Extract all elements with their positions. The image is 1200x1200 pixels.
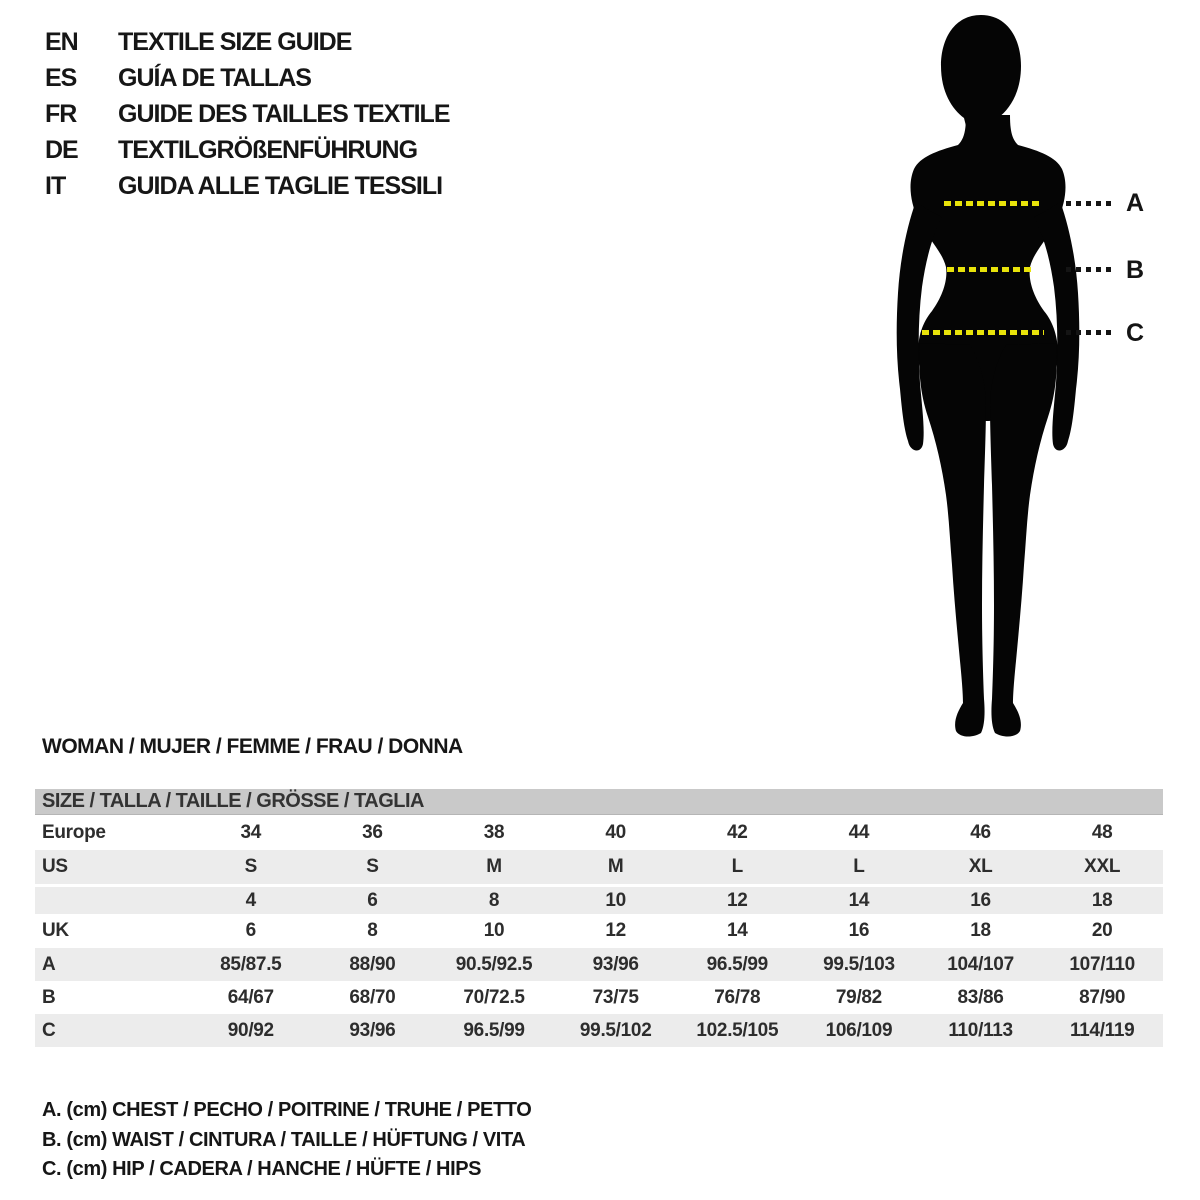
marker-label-b: B	[1126, 256, 1145, 284]
row-label: A	[42, 953, 56, 975]
hip-measure-line	[922, 330, 1044, 335]
language-code: ES	[45, 63, 77, 92]
table-row-hip-c	[35, 1014, 1163, 1047]
table-cell: 87/90	[1079, 986, 1126, 1008]
row-label: Europe	[42, 821, 106, 843]
table-cell: 44	[848, 821, 870, 843]
language-code: EN	[45, 27, 78, 56]
table-cell: M	[486, 856, 502, 877]
table-cell: 46	[970, 821, 991, 843]
table-cell: 102.5/105	[696, 1019, 779, 1041]
silhouette-shape	[897, 15, 1080, 737]
section-title-woman: WOMAN / MUJER / FEMME / FRAU / DONNA	[42, 735, 463, 758]
table-cell: 6	[245, 920, 256, 941]
table-cell: 12	[605, 920, 626, 941]
table-cell: 88/90	[349, 953, 396, 975]
table-cell: 16	[848, 920, 870, 941]
marker-label-c: C	[1126, 319, 1145, 347]
table-cell: 70/72.5	[463, 986, 525, 1008]
language-row-it	[45, 168, 450, 204]
table-cell: 110/113	[948, 1019, 1013, 1041]
language-code: DE	[45, 135, 78, 164]
table-cell: 4	[245, 889, 256, 911]
table-cell: 16	[970, 889, 991, 911]
table-cell: 99.5/103	[823, 953, 895, 975]
legend-chest: A. (cm) CHEST / PECHO / POITRINE / TRUHE / PETTO	[42, 1099, 532, 1121]
row-label: US	[42, 856, 68, 877]
table-cell: 90.5/92.5	[455, 953, 533, 975]
table-cell: 8	[367, 920, 378, 941]
guide-title-fr: GUIDE DES TAILLES TEXTILE	[118, 99, 450, 128]
table-row-chest-a	[35, 948, 1163, 981]
table-cell: 107/110	[1069, 953, 1135, 975]
waist-callout-dots	[1066, 267, 1114, 272]
table-row-waist-b	[35, 981, 1163, 1014]
legend-waist: B. (cm) WAIST / CINTURA / TAILLE / HÜFTUNG / VITA	[42, 1128, 526, 1151]
size-table	[35, 789, 1163, 1047]
language-row-de	[45, 132, 450, 168]
hip-callout-dots	[1066, 330, 1114, 335]
table-cell: 42	[727, 821, 748, 843]
table-cell: 38	[483, 821, 505, 843]
table-cell: 14	[848, 889, 870, 911]
language-row-fr	[45, 96, 450, 132]
guide-title-es: GUÍA DE TALLAS	[118, 63, 311, 92]
table-cell: 48	[1091, 821, 1113, 843]
legend-hip: C. (cm) HIP / CADERA / HANCHE / HÜFTE / HIPS	[42, 1158, 482, 1180]
language-list	[45, 24, 450, 204]
table-row-us	[35, 850, 1163, 884]
table-cell: 93/96	[349, 1019, 396, 1041]
language-row-en	[45, 24, 450, 60]
table-cell: 40	[605, 821, 626, 843]
language-code: FR	[45, 99, 77, 128]
woman-silhouette-figure	[860, 5, 1180, 740]
row-label: C	[42, 1019, 56, 1041]
table-cell: 12	[727, 889, 748, 911]
table-cell: 6	[367, 889, 378, 911]
table-cell: 18	[1091, 889, 1113, 911]
table-cell: 79/82	[835, 986, 882, 1008]
chest-measure-line	[944, 201, 1041, 206]
language-row-es	[45, 60, 450, 96]
table-cell: 106/109	[825, 1019, 893, 1041]
chest-callout-dots	[1066, 201, 1114, 206]
table-cell: 64/67	[227, 986, 274, 1008]
table-cell: 73/75	[592, 986, 639, 1008]
guide-title-de: TEXTILGRÖßENFÜHRUNG	[118, 135, 418, 164]
table-cell: 104/107	[947, 953, 1014, 975]
table-cell: 90/92	[227, 1019, 274, 1041]
table-cell: L	[853, 856, 865, 877]
table-cell: S	[244, 856, 257, 877]
table-cell: 114/119	[1069, 1019, 1135, 1041]
table-cell: 76/78	[714, 986, 761, 1008]
language-code: IT	[45, 171, 66, 200]
table-cell: XL	[968, 856, 993, 877]
table-row-us-numeric	[35, 884, 1163, 914]
table-cell: XXL	[1084, 856, 1121, 877]
table-cell: 20	[1091, 920, 1113, 941]
table-cell: 96.5/99	[463, 1019, 525, 1041]
table-cell: 34	[240, 821, 262, 843]
marker-label-a: A	[1126, 189, 1145, 217]
guide-title-it: GUIDA ALLE TAGLIE TESSILI	[118, 171, 443, 200]
table-cell: 10	[605, 889, 626, 911]
table-cell: 8	[488, 889, 500, 911]
table-cell: 99.5/102	[579, 1019, 652, 1041]
table-cell: 18	[970, 920, 991, 941]
size-table-header: SIZE / TALLA / TAILLE / GRÖSSE / TAGLIA	[35, 789, 1163, 815]
table-cell: 10	[483, 920, 505, 941]
table-cell: 93/96	[592, 953, 639, 975]
table-cell: 36	[362, 821, 383, 843]
table-cell: 68/70	[349, 986, 396, 1008]
table-row-uk	[35, 914, 1163, 948]
table-row-europe	[35, 815, 1163, 850]
guide-title-en: TEXTILE SIZE GUIDE	[118, 27, 352, 56]
table-cell: M	[607, 856, 624, 877]
table-cell: 96.5/99	[706, 953, 768, 975]
table-cell: 85/87.5	[220, 953, 282, 975]
measurement-legend	[42, 1096, 531, 1185]
row-label: B	[42, 986, 56, 1008]
waist-measure-line	[947, 267, 1031, 272]
table-cell: S	[366, 856, 379, 877]
table-cell: 83/86	[957, 986, 1004, 1008]
row-label: UK	[42, 920, 69, 941]
table-cell: L	[731, 856, 743, 877]
table-cell: 14	[727, 920, 748, 941]
